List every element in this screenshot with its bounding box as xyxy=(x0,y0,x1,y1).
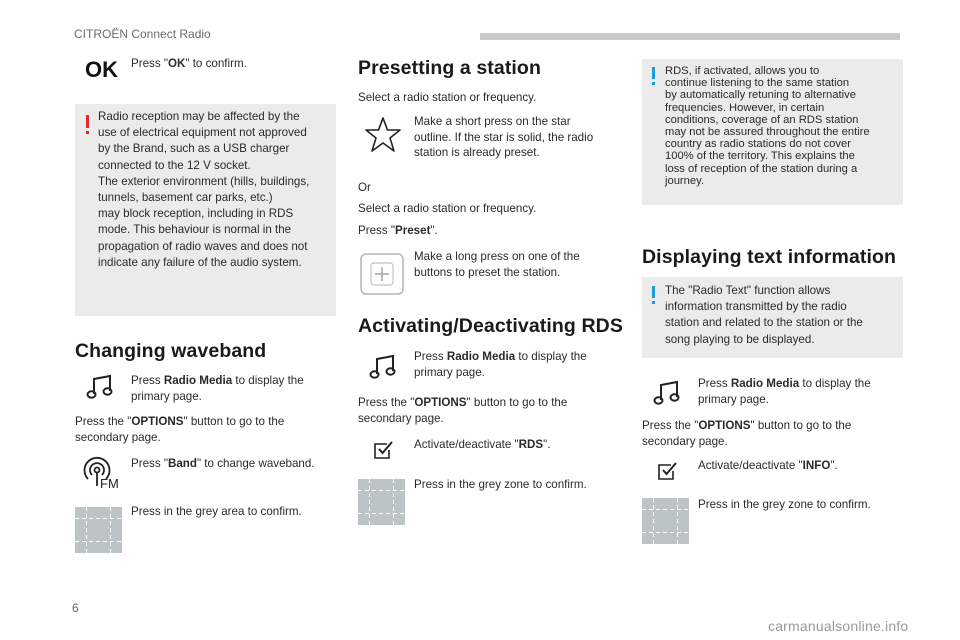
info-icon xyxy=(652,67,655,79)
waveband-step-3: Press "Band" to change waveband. xyxy=(131,457,315,470)
heading-presetting-station: Presetting a station xyxy=(358,57,541,79)
page-number: 6 xyxy=(72,601,79,615)
info-step-2: Press the "OPTIONS" button to go to the secondary page. xyxy=(642,419,852,448)
rds-step-1: Press Radio Media to display the primary page. xyxy=(414,350,587,379)
ok-icon: OK xyxy=(85,57,118,82)
heading-changing-waveband: Changing waveband xyxy=(75,340,267,362)
checkbox-icon xyxy=(657,461,679,481)
rds-step-3: Activate/deactivate "RDS". xyxy=(414,438,551,451)
music-note-icon xyxy=(369,354,397,380)
fm-signal-icon xyxy=(83,456,123,490)
warning-text: Radio reception may be affected by the use of electrical equipment not approved by the Brand, such as a USB charger connected to the 12 V socket. The exterior environment (hills, buildings, tunnels, basement car parks, etc.) may block reception, including in RDS mode. This behaviour is normal in the propagation of radio waves and does not indicate any failure of the audio system. xyxy=(98,110,310,269)
rds-step-4: Press in the grey zone to confirm. xyxy=(414,478,587,491)
ok-instruction: Press "OK" to confirm. xyxy=(131,57,247,70)
svg-text:FM: FM xyxy=(100,476,119,490)
music-note-icon xyxy=(86,374,114,400)
heading-activating-rds: Activating/Deactivating RDS xyxy=(358,315,623,337)
rds-info-text: RDS, if activated, allows you to continue listening to the same station by automatically retuning to alternative frequencies. However, in certain conditions, coverage of an RDS station may not be assured throughout the entire country as radio stations do not cover 100% of the territory. This explains the loss of reception of the station during a journey. xyxy=(665,65,870,187)
warning-box xyxy=(75,104,336,316)
info-icon xyxy=(652,286,655,298)
heading-displaying-text-info: Displaying text information xyxy=(642,246,897,268)
grid-zone-icon xyxy=(358,479,405,525)
preset-intro: Select a radio station or frequency. xyxy=(358,91,537,104)
grid-zone-icon xyxy=(642,498,689,544)
rds-info-box xyxy=(642,59,903,205)
header-rule xyxy=(480,33,900,40)
press-preset: Press "Preset". xyxy=(358,224,438,237)
preset-intro-2: Select a radio station or frequency. xyxy=(358,202,537,215)
info-step-3: Activate/deactivate "INFO". xyxy=(698,459,838,472)
checkbox-icon xyxy=(373,440,395,460)
grid-zone-icon xyxy=(75,507,122,553)
star-outline-icon xyxy=(364,116,402,154)
waveband-step-4: Press in the grey area to confirm. xyxy=(131,505,302,518)
star-instruction: Make a short press on the star outline. If the star is solid, the radio station is already preset. xyxy=(414,115,594,160)
preset-plus-icon xyxy=(360,253,404,295)
radio-text-info-box xyxy=(642,277,903,358)
radio-text-info: The "Radio Text" function allows information transmitted by the radio station and related to the station or the song playing to be displayed. xyxy=(665,284,863,346)
page-header-title: CITROËN Connect Radio xyxy=(74,27,211,41)
music-note-icon xyxy=(653,380,681,406)
rds-step-2: Press the "OPTIONS" button to go to the secondary page. xyxy=(358,396,568,425)
warning-icon xyxy=(86,115,89,128)
info-step-4: Press in the grey zone to confirm. xyxy=(698,498,871,511)
long-press-instruction: Make a long press on one of the buttons to preset the station. xyxy=(414,250,580,279)
waveband-step-1: Press Radio Media to display the primary page. xyxy=(131,374,304,403)
waveband-step-2: Press the "OPTIONS" button to go to the secondary page. xyxy=(75,415,285,444)
info-step-1: Press Radio Media to display the primary page. xyxy=(698,377,871,406)
watermark: carmanualsonline.info xyxy=(768,618,909,634)
preset-or: Or xyxy=(358,181,371,194)
